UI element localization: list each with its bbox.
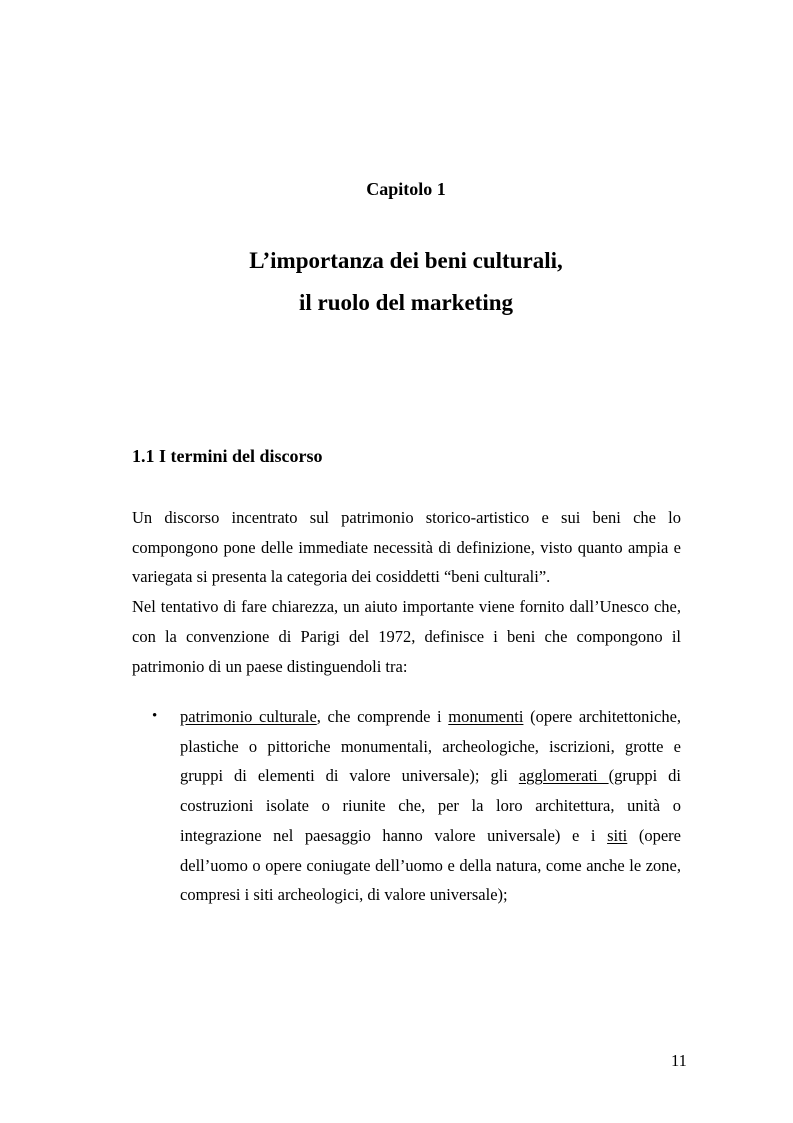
- chapter-title: [0, 240, 793, 324]
- bullet-text-3: (gruppi di costruzioni isolate o riunite che, per la loro architettura, unità o integrazione nel paesaggio hanno valore universale) e i: [180, 766, 681, 845]
- term-monumenti: monumenti: [448, 707, 524, 726]
- body-text: [132, 503, 681, 681]
- bullet-list: [152, 702, 681, 910]
- paragraph-unesco: Nel tentativo di fare chiarezza, un aiuto importante viene fornito dall’Unesco che, con la convenzione di Parigi del 1972, definisce i beni che compongono il patrimonio di un paese distinguendoli tra:: [132, 597, 681, 676]
- term-patrimonio-culturale: patrimonio culturale: [180, 707, 317, 726]
- chapter-label: Capitolo 1: [366, 179, 446, 199]
- bullet-text-4: (opere dell’uomo o opere coniugate dell’uomo e della natura, come anche le zone, compresi i siti archeologici, di valore universale);: [180, 825, 681, 905]
- list-item: [152, 702, 681, 910]
- bullet-text-2: (opere architettoniche, plastiche o pittoriche monumentali, archeologiche, iscrizioni, grotte e gruppi di elementi di valore universale); gli: [180, 707, 682, 786]
- bullet-text-1: , che comprende i: [316, 707, 449, 726]
- term-siti: siti: [607, 825, 628, 845]
- chapter-title-line-1: L’importanza dei beni culturali,: [249, 248, 563, 273]
- bullet-icon: •: [152, 708, 158, 724]
- chapter-title-line-2: il ruolo del marketing: [298, 290, 514, 315]
- page-number: 11: [671, 1051, 687, 1070]
- paragraph-intro: Un discorso incentrato sul patrimonio storico-artistico e sui beni che lo compongono pone delle immediate necessità di definizione, visto quanto ampia e variegata si presenta la categoria dei cosiddetti “beni culturali”.: [132, 508, 681, 587]
- section-heading: 1.1 I termini del discorso: [132, 446, 323, 466]
- term-agglomerati: agglomerati: [518, 766, 609, 786]
